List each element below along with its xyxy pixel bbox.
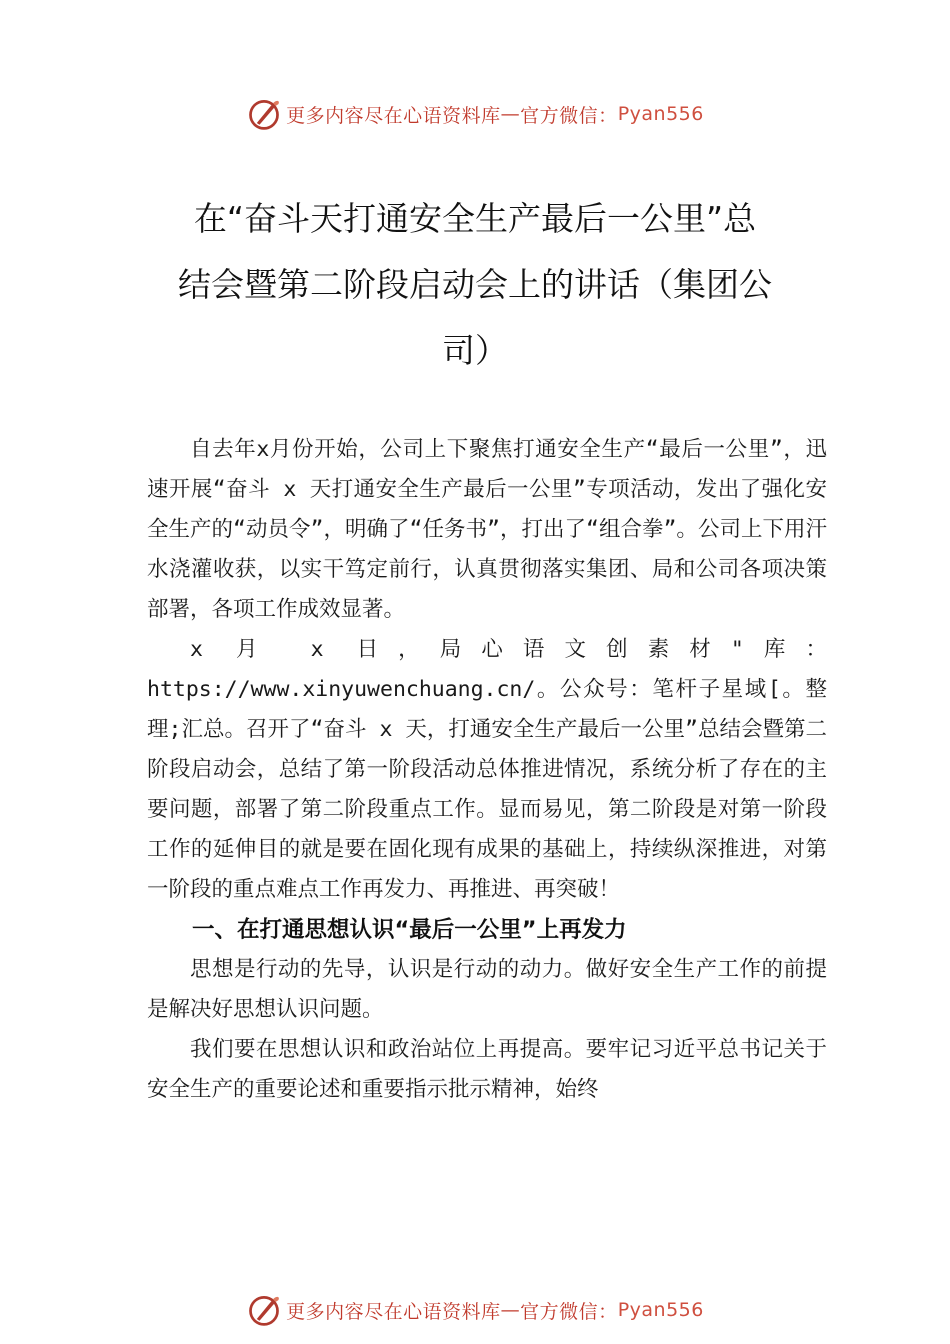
paragraph-1: 自去年x月份开始，公司上下聚焦打通安全生产“最后一公里”，迅速开展“奋斗 x 天打通安全生产最后一公里”专项活动，发出了强化安全生产的“动员令”，明确了“任务书”，打出了“组合拳”。公司上下用汗水浇灌收获，以实干笃定前行，认真贯彻落实集团、局和公司各项决策部署，各项工作成效显著。 bbox=[147, 437, 827, 622]
paragraph-2 bbox=[147, 630, 827, 670]
quill-logo-icon bbox=[246, 1292, 282, 1328]
promo-text: 更多内容尽在心语资料库 bbox=[286, 104, 501, 127]
document-body bbox=[147, 430, 827, 1110]
paragraph-2-body: 。公众号：笔杆子星域[。整理;汇总。召开了“奋斗 x 天，打通安全生产最后一公里”总结会暨第二阶段启动会，总结了第一阶段活动总体推进情况，系统分析了存在的主要问题，部署了第二阶段重点工作。显而易见，第二阶段是对第一阶段工作的延伸目的就是要在固化现有成果的基础上，持续纵深推进，对第一阶段的重点难点工作再发力、再推进、再突破！ bbox=[147, 677, 827, 902]
promo-text: 更多内容尽在心语资料库 bbox=[286, 1300, 501, 1323]
source-url: https://www.xinyuwenchuang.cn/ bbox=[147, 677, 536, 702]
wechat-id: Pyan556 bbox=[617, 103, 704, 125]
document-title bbox=[140, 186, 810, 384]
section-heading-1: 一、在打通思想认识“最后一公里”上再发力 bbox=[192, 917, 627, 943]
paragraph-2-continued bbox=[147, 670, 827, 910]
header-banner bbox=[0, 94, 950, 134]
quill-logo-icon bbox=[246, 96, 282, 132]
footer-banner bbox=[0, 1290, 950, 1330]
title-line-1: 在“奋斗天打通安全生产最后一公里”总 bbox=[193, 199, 757, 238]
promo-dash: — bbox=[500, 1299, 521, 1321]
title-line-3: 司） bbox=[442, 331, 508, 370]
promo-dash: — bbox=[500, 103, 521, 125]
wechat-id: Pyan556 bbox=[617, 1299, 704, 1321]
wechat-label: 官方微信： bbox=[520, 1300, 618, 1323]
title-line-2: 结会暨第二阶段启动会上的讲话（集团公 bbox=[178, 265, 772, 304]
paragraph-4: 我们要在思想认识和政治站位上再提高。要牢记习近平总书记关于安全生产的重要论述和重要指示批示精神，始终 bbox=[147, 1037, 827, 1102]
wechat-label: 官方微信： bbox=[520, 104, 618, 127]
paragraph-3: 思想是行动的先导，认识是行动的动力。做好安全生产工作的前提是解决好思想认识问题。 bbox=[147, 957, 827, 1022]
paragraph-2-head: x 月 x 日，局心语文创素材"库： bbox=[190, 637, 827, 662]
